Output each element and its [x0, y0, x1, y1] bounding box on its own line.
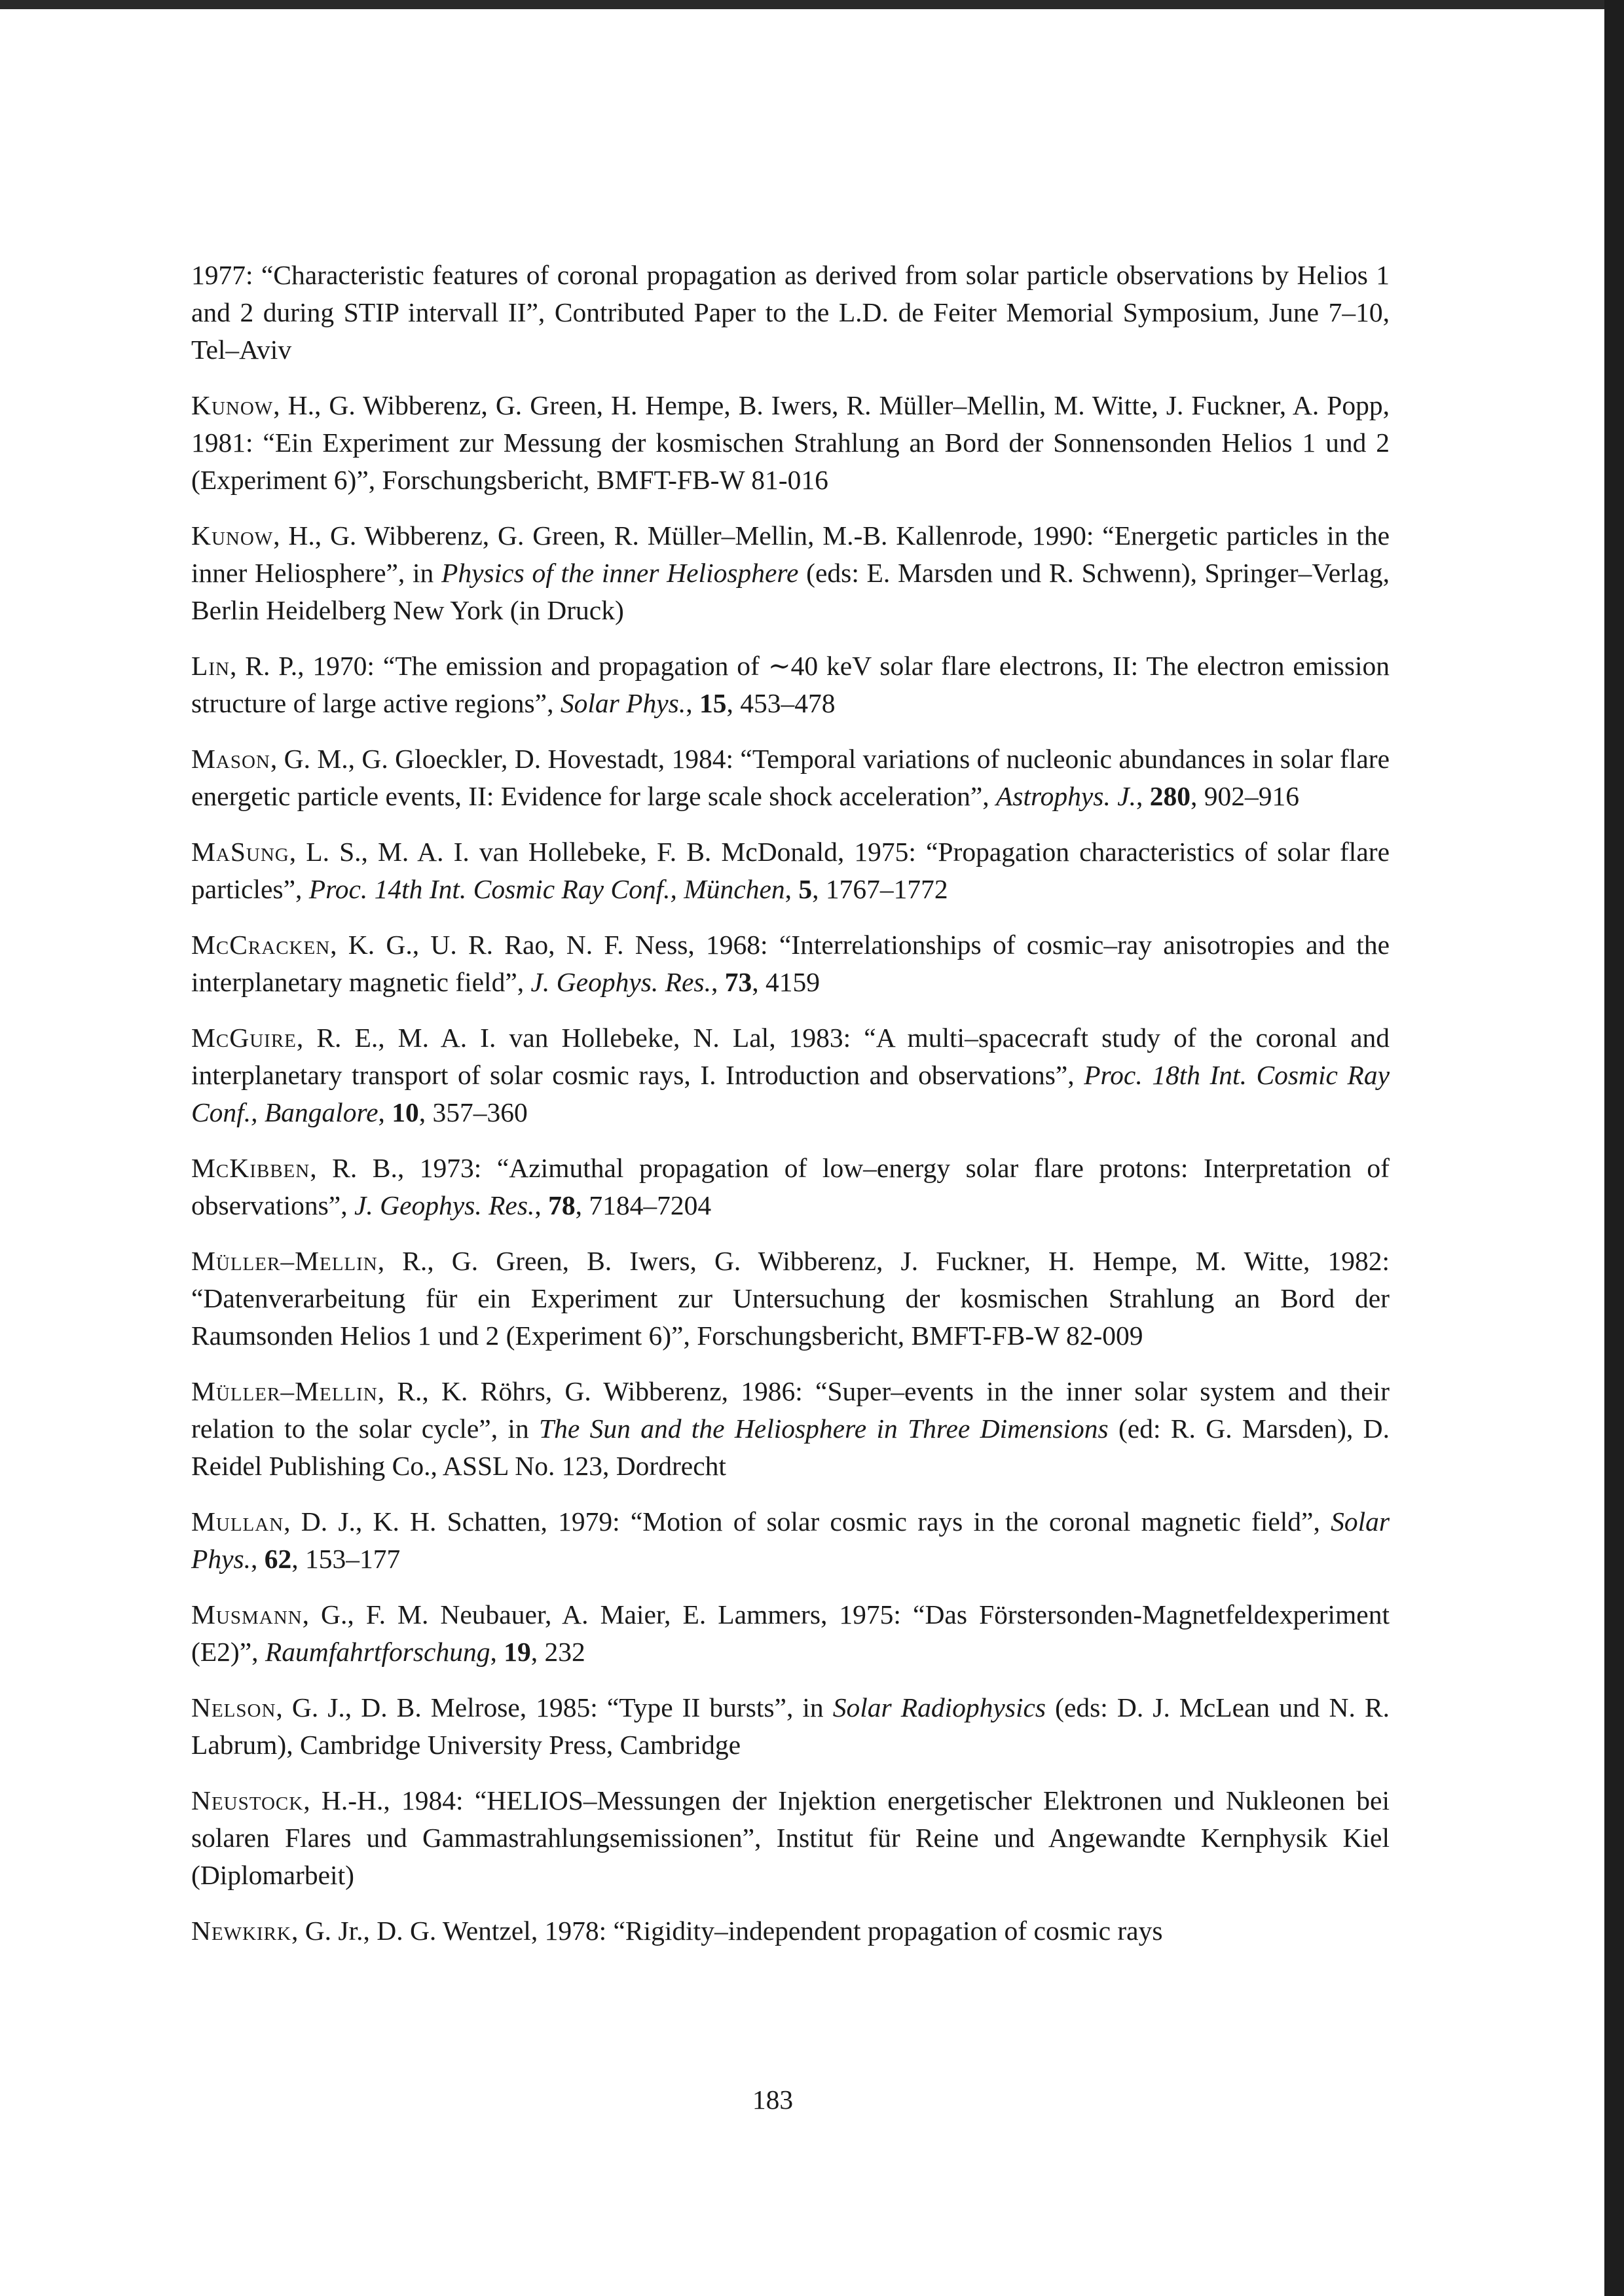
reference-text: , G. Jr., D. G. Wentzel, 1978: “Rigidity–independent propagation of cosmic rays [291, 1916, 1163, 1946]
reference-text: , H.-H., 1984: “HELIOS–Messungen der Injektion energetischer Elektronen und Nukleonen bei solaren Flares und Gammastrahlungsemissionen”, Institut für Reine und Angewandte Kernphysik Kiel (Diplomarbeit) [191, 1785, 1390, 1890]
reference-entry [191, 1503, 1390, 1578]
reference-volume: 62 [264, 1544, 292, 1574]
reference-text: , G., F. M. Neubauer, A. Maier, E. Lammers, 1975: “Das Förstersonden-Magnetfeldexperiment (E2)”, [191, 1599, 1390, 1667]
reference-source: J. Geophys. Res. [530, 967, 711, 997]
reference-text: , [490, 1637, 504, 1667]
reference-author: Neustock [191, 1785, 304, 1815]
reference-author: Kunow [191, 520, 274, 551]
reference-text: , [1136, 781, 1150, 811]
reference-text: , [378, 1097, 392, 1127]
reference-source: Solar Radiophysics [832, 1692, 1046, 1722]
reference-author: Nelson [191, 1692, 276, 1722]
reference-source: Proc. 18th Int. Cosmic Ray Conf., Bangalore [191, 1060, 1390, 1127]
reference-volume: 280 [1149, 781, 1191, 811]
reference-author: McKibben [191, 1153, 310, 1183]
reference-author: MaSung [191, 837, 289, 867]
reference-text: , H., G. Wibberenz, G. Green, R. Müller–Mellin, M.-B. Kallenrode, 1990: “Energetic particles in the inner Heliosphere”, in [191, 520, 1390, 588]
reference-text: (ed: R. G. Marsden), D. Reidel Publishing Co., ASSL No. 123, Dordrecht [191, 1413, 1390, 1481]
reference-entry [191, 1150, 1390, 1224]
reference-text: 1977: “Characteristic features of coronal propagation as derived from solar particle observations by Helios 1 and 2 during STIP intervall II”, Contributed Paper to the L.D. de Feiter Memorial Symposium, June 7–10, Tel–Aviv [191, 260, 1390, 365]
reference-source: Physics of the inner Heliosphere [441, 558, 799, 588]
reference-text: (eds: E. Marsden und R. Schwenn), Springer–Verlag, Berlin Heidelberg New York (in Druck) [191, 558, 1390, 625]
reference-volume: 78 [548, 1190, 576, 1220]
reference-text: , H., G. Wibberenz, G. Green, H. Hempe, B. Iwers, R. Müller–Mellin, M. Witte, J. Fuckner, A. Popp, 1981: “Ein Experiment zur Messung der kosmischen Strahlung an Bord der Sonnensonden Helios 1 und 2 (Experiment 6)”, Forschungsbericht, BMFT-FB-W 81-016 [191, 390, 1390, 495]
reference-text: , R. P., 1970: “The emission and propagation of ∼40 keV solar flare electrons, II: The electron emission structure of large active regions”, [191, 651, 1390, 718]
reference-entry [191, 833, 1390, 908]
reference-text: , [534, 1190, 549, 1220]
reference-text: , 453–478 [726, 688, 836, 718]
reference-entry [191, 1019, 1390, 1131]
reference-text: , G. M., G. Gloeckler, D. Hovestadt, 1984: “Temporal variations of nucleonic abundances in solar flare energetic particle events, II: Evidence for large scale shock acceleration”, [191, 744, 1390, 811]
reference-text: , [710, 967, 725, 997]
reference-text: , D. J., K. H. Schatten, 1979: “Motion of solar cosmic rays in the coronal magnetic field”, [284, 1506, 1331, 1537]
reference-source: Raumfahrtforschung [265, 1637, 490, 1667]
reference-text: , 4159 [752, 967, 820, 997]
reference-source: J. Geophys. Res. [354, 1190, 535, 1220]
reference-entry [191, 1912, 1390, 1950]
reference-text: , R. E., M. A. I. van Hollebeke, N. Lal, 1983: “A multi–spacecraft study of the coronal and interplanetary transport of solar cosmic rays, I. Introduction and observations”, [191, 1023, 1390, 1090]
reference-text: , [251, 1544, 265, 1574]
reference-text: , 357–360 [418, 1097, 528, 1127]
reference-source: Solar Phys. [191, 1506, 1390, 1574]
reference-text: , 1767–1772 [812, 874, 948, 904]
reference-text: , 902–916 [1190, 781, 1300, 811]
reference-entry [191, 740, 1390, 815]
reference-text: , 153–177 [291, 1544, 401, 1574]
scan-border-right [1604, 0, 1624, 2296]
reference-author: Musmann [191, 1599, 303, 1630]
reference-author: Newkirk [191, 1916, 291, 1946]
reference-entry [191, 1596, 1390, 1671]
reference-entry [191, 257, 1390, 369]
reference-text: , [686, 688, 699, 718]
reference-author: Lin [191, 651, 230, 681]
reference-list [191, 257, 1390, 1968]
reference-entry [191, 1243, 1390, 1355]
reference-text: , [784, 874, 799, 904]
reference-author: Mason [191, 744, 270, 774]
reference-text: , R. B., 1973: “Azimuthal propagation of low–energy solar flare protons: Interpretation of observations”, [191, 1153, 1390, 1220]
reference-text: , K. G., U. R. Rao, N. F. Ness, 1968: “Interrelationships of cosmic–ray anisotropies and the interplanetary magnetic field”, [191, 930, 1390, 997]
scan-border-top [0, 0, 1624, 9]
reference-entry [191, 1782, 1390, 1894]
reference-author: Müller–Mellin [191, 1246, 378, 1276]
reference-volume: 15 [699, 688, 727, 718]
page-number: 183 [752, 2085, 794, 2115]
reference-text: , 232 [530, 1637, 585, 1667]
reference-entry [191, 387, 1390, 499]
reference-author: McGuire [191, 1023, 297, 1053]
reference-volume: 73 [724, 967, 752, 997]
reference-volume: 5 [798, 874, 813, 904]
reference-author: Müller–Mellin [191, 1376, 378, 1406]
reference-text: , G. J., D. B. Melrose, 1985: “Type II bursts”, in [276, 1692, 833, 1722]
reference-volume: 19 [504, 1637, 531, 1667]
reference-entry [191, 647, 1390, 722]
reference-author: McCracken [191, 930, 331, 960]
reference-source: Solar Phys. [560, 688, 686, 718]
reference-text: , 7184–7204 [575, 1190, 712, 1220]
reference-author: Kunow [191, 390, 274, 420]
reference-source: Astrophys. J. [996, 781, 1137, 811]
reference-author: Mullan [191, 1506, 284, 1537]
reference-entry [191, 1373, 1390, 1485]
reference-entry [191, 1689, 1390, 1764]
reference-text: , R., G. Green, B. Iwers, G. Wibberenz, J. Fuckner, H. Hempe, M. Witte, 1982: “Datenverarbeitung für ein Experiment zur Untersuchung der kosmischen Strahlung an Bord der Raumsonden Helios 1 und 2 (Experiment 6)”, Forschungsbericht, BMFT-FB-W 82-009 [191, 1246, 1390, 1351]
reference-text: , L. S., M. A. I. van Hollebeke, F. B. McDonald, 1975: “Propagation characteristics of solar flare particles”, [191, 837, 1390, 904]
reference-text: (eds: D. J. McLean und N. R. Labrum), Cambridge University Press, Cambridge [191, 1692, 1390, 1760]
reference-text: , R., K. Röhrs, G. Wibberenz, 1986: “Super–events in the inner solar system and their relation to the solar cycle”, in [191, 1376, 1390, 1444]
reference-source: Proc. 14th Int. Cosmic Ray Conf., München [308, 874, 785, 904]
reference-volume: 10 [392, 1097, 419, 1127]
reference-entry [191, 926, 1390, 1001]
reference-entry [191, 517, 1390, 629]
reference-source: The Sun and the Heliosphere in Three Dimensions [539, 1413, 1109, 1444]
